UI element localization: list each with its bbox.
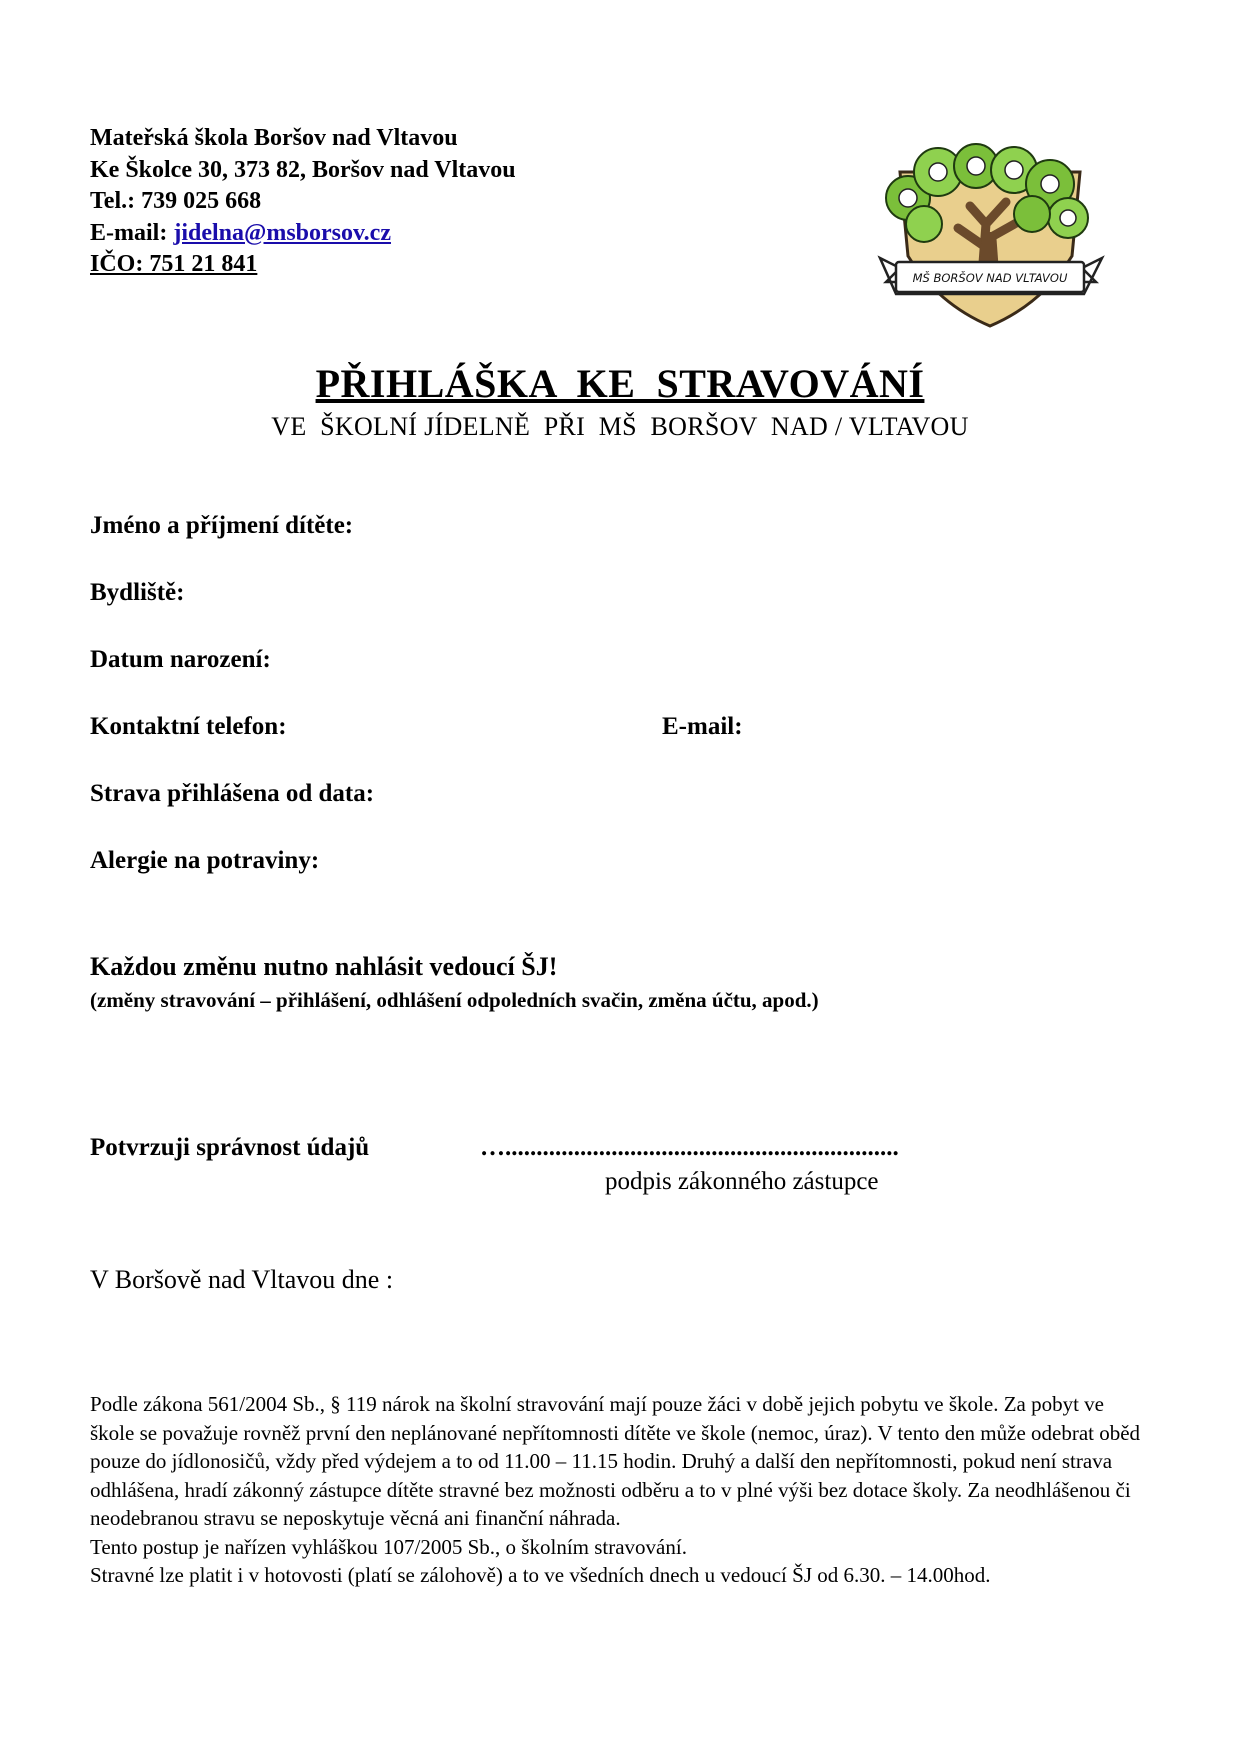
- start-date-label: Strava přihlášena od data:: [90, 780, 375, 807]
- email-link[interactable]: jidelna@msborsov.cz: [173, 219, 391, 246]
- change-notice: Každou změnu nutno nahlásit vedoucí ŠJ!: [90, 952, 558, 981]
- legal-paragraph: Tento postup je nařízen vyhláškou 107/2005 Sb., o školním stravování.: [90, 1534, 687, 1559]
- child-name-label: Jméno a příjmení dítěte:: [90, 512, 354, 539]
- legal-paragraph: Stravné lze platit i v hotovosti (platí se zálohově) a to ve všedních dnech u vedoucí ŠJ od 6.30. – 14.00hod.: [90, 1563, 991, 1587]
- page-subtitle: VE ŠKOLNÍ JÍDELNĚ PŘI MŠ BORŠOV NAD / VLTAVOU: [271, 412, 969, 441]
- school-address: Ke Školce 30, 373 82, Boršov nad Vltavou: [90, 156, 516, 183]
- page-title: PŘIHLÁŠKA KE STRAVOVÁNÍ: [315, 361, 925, 406]
- school-email-line: [90, 218, 516, 250]
- school-tree-logo: [872, 136, 1108, 330]
- email-prefix: E-mail:: [90, 219, 174, 246]
- email-label: E-mail:: [662, 713, 743, 740]
- logo-text: MŠ BORŠOV NAD VLTAVOU: [912, 271, 1068, 285]
- signature-caption: podpis zákonného zástupce: [605, 1168, 879, 1195]
- school-header: [90, 123, 516, 281]
- allergies-label: Alergie na potraviny:: [90, 847, 320, 874]
- change-notice-detail: (změny stravování – přihlášení, odhlášení odpoledních svačin, změna účtu, apod.): [90, 988, 819, 1012]
- school-ico: IČO: 751 21 841: [90, 251, 258, 277]
- school-name: Mateřská škola Boršov nad Vltavou: [90, 125, 458, 151]
- contact-phone-label: Kontaktní telefon:: [90, 713, 287, 740]
- school-phone: Tel.: 739 025 668: [90, 188, 262, 214]
- residence-label: Bydliště:: [90, 579, 185, 606]
- place-date-line: V Boršově nad Vltavou dne :: [90, 1265, 394, 1294]
- confirmation-label: Potvrzuji správnost údajů: [90, 1134, 370, 1161]
- signature-line: …...............................................................: [480, 1134, 899, 1161]
- legal-paragraph: Podle zákona 561/2004 Sb., § 119 nárok na školní stravování mají pouze žáci v době jejich pobytu ve škole. Za pobyt ve škole se považuje rovněž první den neplánované nepřítomnosti dítěte ve škole (nemoc, úraz). V tento den může odebrat oběd pouze do jídlonosičů, vždy před výdejem a to od 11.00 – 11.15 hodin. Druhý a další den nepřítomnosti, pokud není strava odhlášena, hradí zákonný zástupce dítěte stravné bez možnosti odběru a to v plné výši bez dotace školy. Za neodhlášenou či neodebranou stravu se neposkytuje věcná ani finanční náhrada.: [90, 1392, 1141, 1530]
- legal-text: [90, 1390, 1150, 1590]
- birth-date-label: Datum narození:: [90, 646, 271, 673]
